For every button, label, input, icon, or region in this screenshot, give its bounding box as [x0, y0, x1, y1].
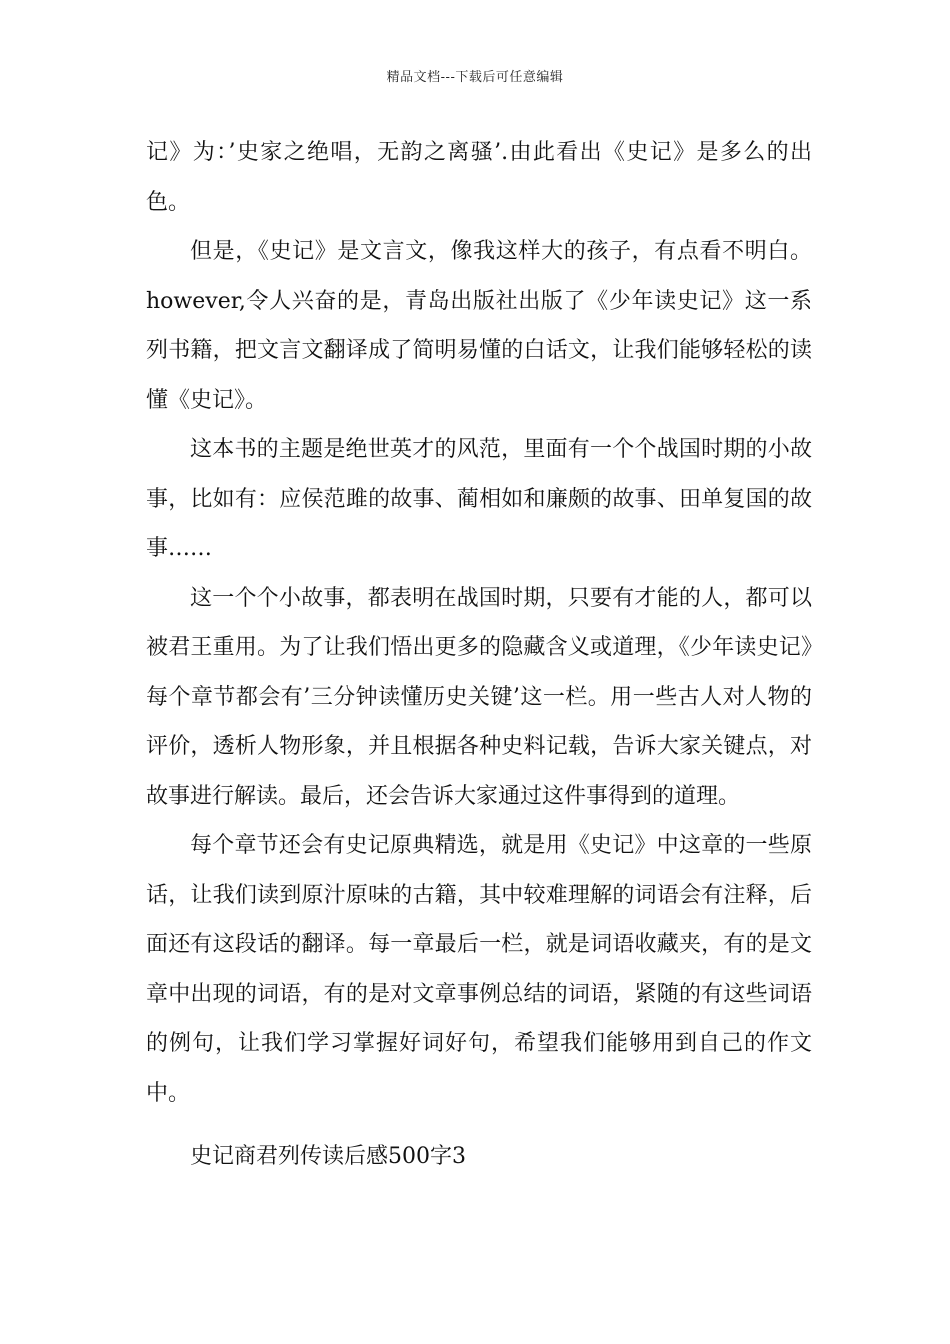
- paragraph: 每个章节还会有史记原典精选，就是用《史记》中这章的一些原话，让我们读到原汁原味的古籍，其中较难理解的词语会有注释，后面还有这段话的翻译。每一章最后一栏，就是词语收藏夹，有的是文章中出现的词语，有的是对文章事例总结的词语，紧随的有这些词语的例句，让我们学习掌握好词好句，希望我们能够用到自己的作文中。: [146, 833, 812, 1106]
- paragraph: 这本书的主题是绝世英才的风范，里面有一个个战国时期的小故事，比如有：应侯范雎的故事、蔺相如和廉颇的故事、田单复国的故事……: [146, 437, 812, 561]
- section-title: 史记商君列传读后感500字3: [190, 1144, 466, 1169]
- paragraph-continuation: 记》为：’史家之绝唱，无韵之离骚’.由此看出《史记》是多么的出色。: [146, 140, 812, 215]
- paragraph: 这一个个小故事，都表明在战国时期，只要有才能的人，都可以被君王重用。为了让我们悟出更多的隐藏含义或道理，《少年读史记》每个章节都会有’三分钟读懂历史关键’这一栏。用一些古人对人物的评价，透析人物形象，并且根据各种史料记载，告诉大家关键点，对故事进行解读。最后，还会告诉大家通过这件事得到的道理。: [146, 585, 812, 809]
- page-header: 精品文档---下载后可任意编辑: [386, 70, 564, 85]
- paragraph: 但是，《史记》是文言文，像我这样大的孩子，有点看不明白。however,令人兴奋的是，青岛出版社出版了《少年读史记》这一系列书籍，把文言文翻译成了简明易懂的白话文，让我们能够轻松的读懂《史记》。: [146, 239, 812, 413]
- document-body: [146, 128, 812, 1182]
